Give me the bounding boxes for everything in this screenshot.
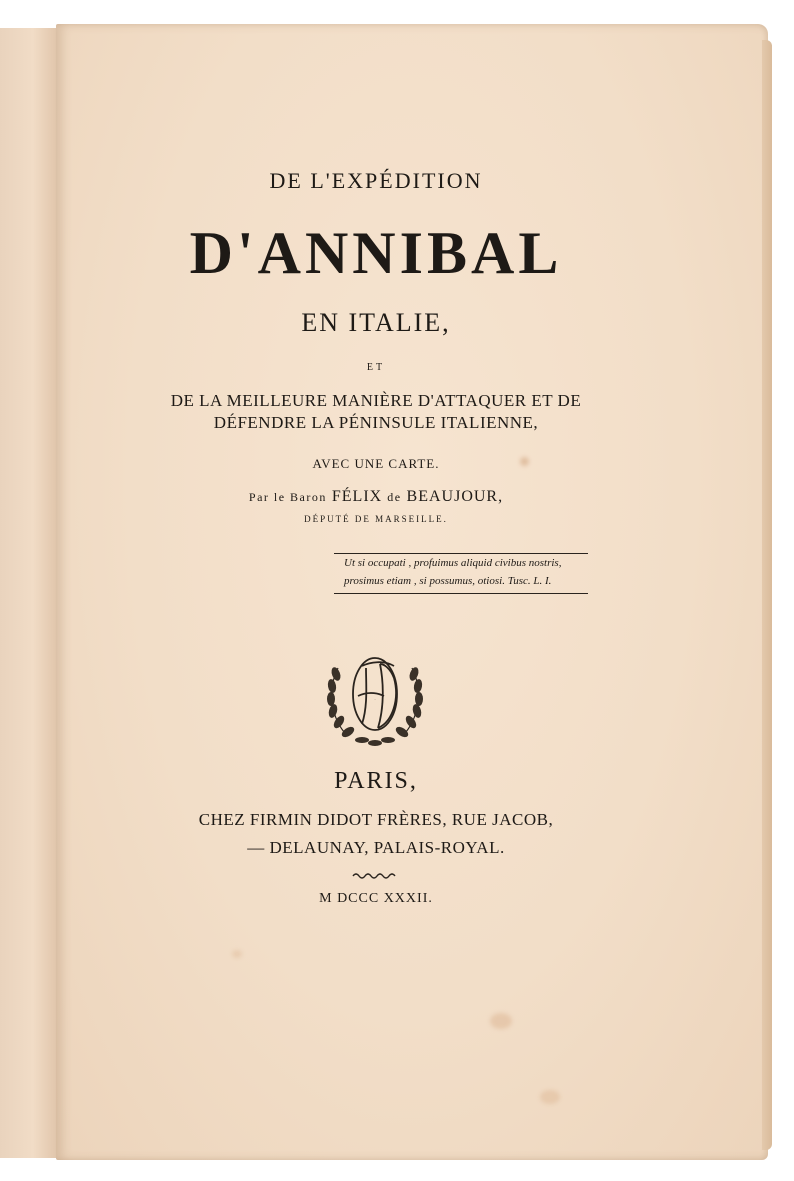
- epigraph-line-2: prosimus etiam , si possumus, otiosi. Tusc. L. I.: [344, 575, 552, 587]
- left-page-edge: [0, 28, 60, 1158]
- epigraph-bottom-rule: [334, 593, 588, 594]
- foxing-spot: [490, 1013, 512, 1029]
- foxing-spot: [232, 950, 242, 958]
- imprint-city: PARIS,: [334, 768, 418, 794]
- map-note: AVEC UNE CARTE.: [312, 456, 440, 471]
- imprint-publisher-1: CHEZ FIRMIN DIDOT FRÈRES, RUE JACOB,: [198, 810, 554, 829]
- page-fore-edge: [762, 40, 772, 1150]
- foxing-spot: [540, 1090, 560, 1104]
- subtitle-line-2: DÉFENDRE LA PÉNINSULE ITALIENNE,: [213, 413, 539, 432]
- imprint-publisher-2: — DELAUNAY, PALAIS-ROYAL.: [247, 838, 505, 857]
- author-surname: BEAUJOUR,: [406, 488, 504, 505]
- author-prefix: Par le Baron: [248, 490, 327, 504]
- title-line-3: EN ITALIE,: [301, 308, 451, 337]
- subtitle-line-1: DE LA MEILLEURE MANIÈRE D'ATTAQUER ET DE: [170, 391, 582, 410]
- author-first-name: FÉLIX: [331, 488, 383, 505]
- imprint-year: M DCCC XXXII.: [319, 891, 433, 906]
- epigraph: [334, 553, 588, 594]
- title-line-1: DE L'EXPÉDITION: [269, 168, 483, 193]
- author-particle: de: [387, 490, 402, 504]
- title-conjunction: ET: [366, 362, 386, 373]
- title-main: D'ANNIBAL: [189, 220, 563, 286]
- wavy-ornament-rule: [352, 872, 396, 880]
- author-line: [56, 488, 696, 506]
- author-role: DÉPUTÉ DE MARSEILLE.: [304, 514, 448, 524]
- monogram-letters: FD: [374, 700, 376, 701]
- epigraph-line-1: Ut si occupati , profuimus aliquid civibus nostris,: [344, 557, 562, 569]
- publisher-monogram-emblem: [322, 644, 428, 752]
